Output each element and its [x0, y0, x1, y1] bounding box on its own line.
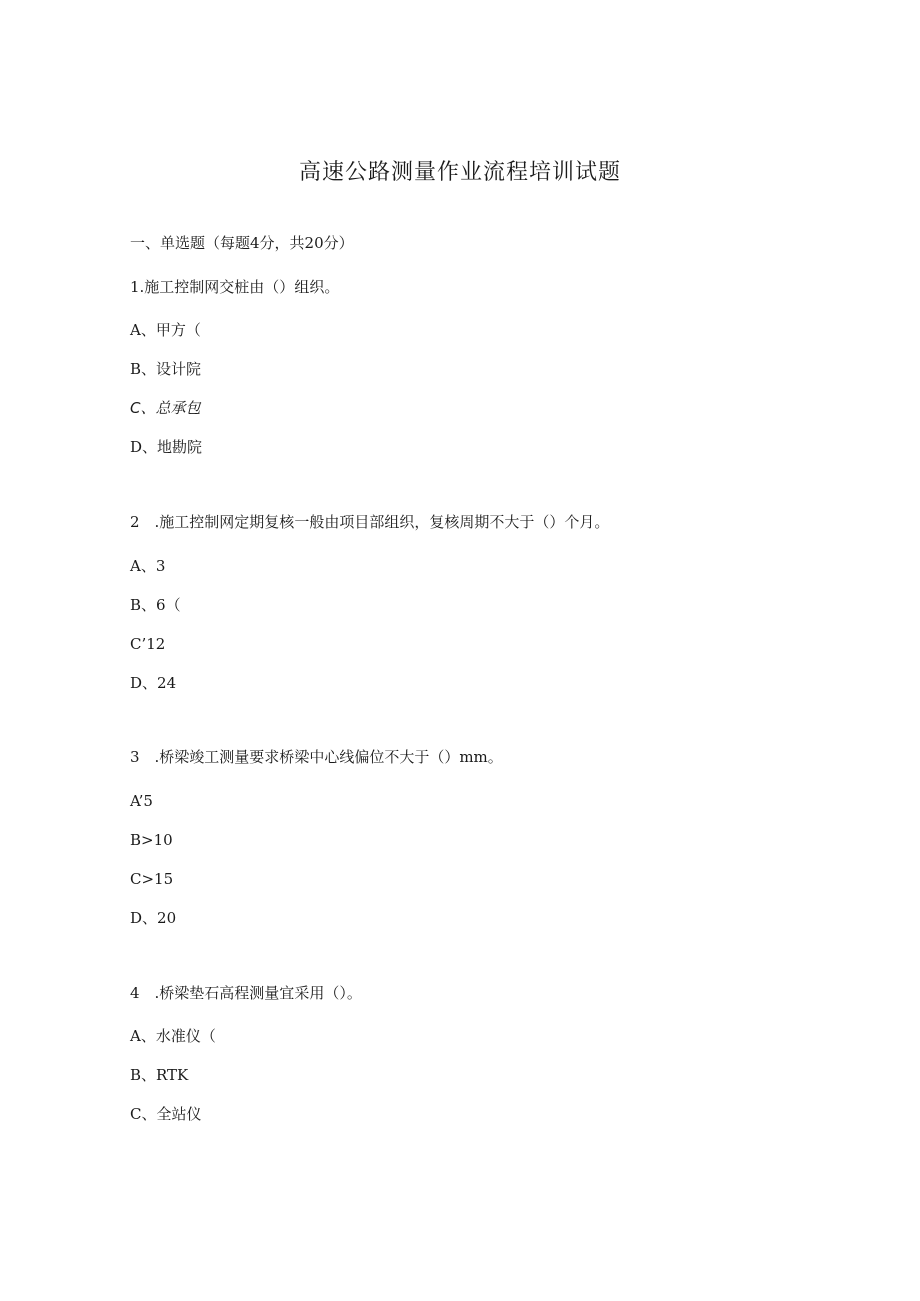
- question-2-option-a: A、3: [130, 557, 166, 575]
- question-2-option-c: C’12: [130, 635, 166, 653]
- question-3-option-b: B>10: [130, 831, 173, 849]
- question-1-stem: 1.施工控制网交桩由（）组织。: [130, 278, 340, 296]
- question-2-option-d: D、24: [130, 674, 177, 692]
- question-4-option-b: B、RTK: [130, 1066, 189, 1084]
- question-3-stem: 3 .桥梁竣工测量要求桥梁中心线偏位不大于（）mm。: [130, 748, 503, 766]
- question-1-option-b: B、设计院: [130, 360, 202, 378]
- section-heading: 一、单选题（每题4分，共20分）: [130, 234, 354, 252]
- document-title: 高速公路测量作业流程培训试题: [298, 160, 621, 185]
- question-2-option-b: B、6（: [130, 596, 181, 614]
- question-1-option-a: A、甲方（: [130, 321, 201, 339]
- question-1-option-c: C、总承包: [130, 399, 201, 417]
- question-4-option-a: A、水准仪（: [130, 1027, 216, 1045]
- question-4-stem: 4 .桥梁垫石高程测量宜采用（）。: [130, 984, 362, 1002]
- question-3-option-d: D、20: [130, 909, 177, 927]
- question-4-option-c: C、全站仪: [130, 1105, 202, 1123]
- question-3-option-a: A’5: [130, 792, 153, 810]
- question-2-stem: 2 .施工控制网定期复核一般由项目部组织，复核周期不大于（）个月。: [130, 513, 610, 531]
- question-3-option-c: C>15: [130, 870, 174, 888]
- question-1-option-d: D、地勘院: [130, 438, 203, 456]
